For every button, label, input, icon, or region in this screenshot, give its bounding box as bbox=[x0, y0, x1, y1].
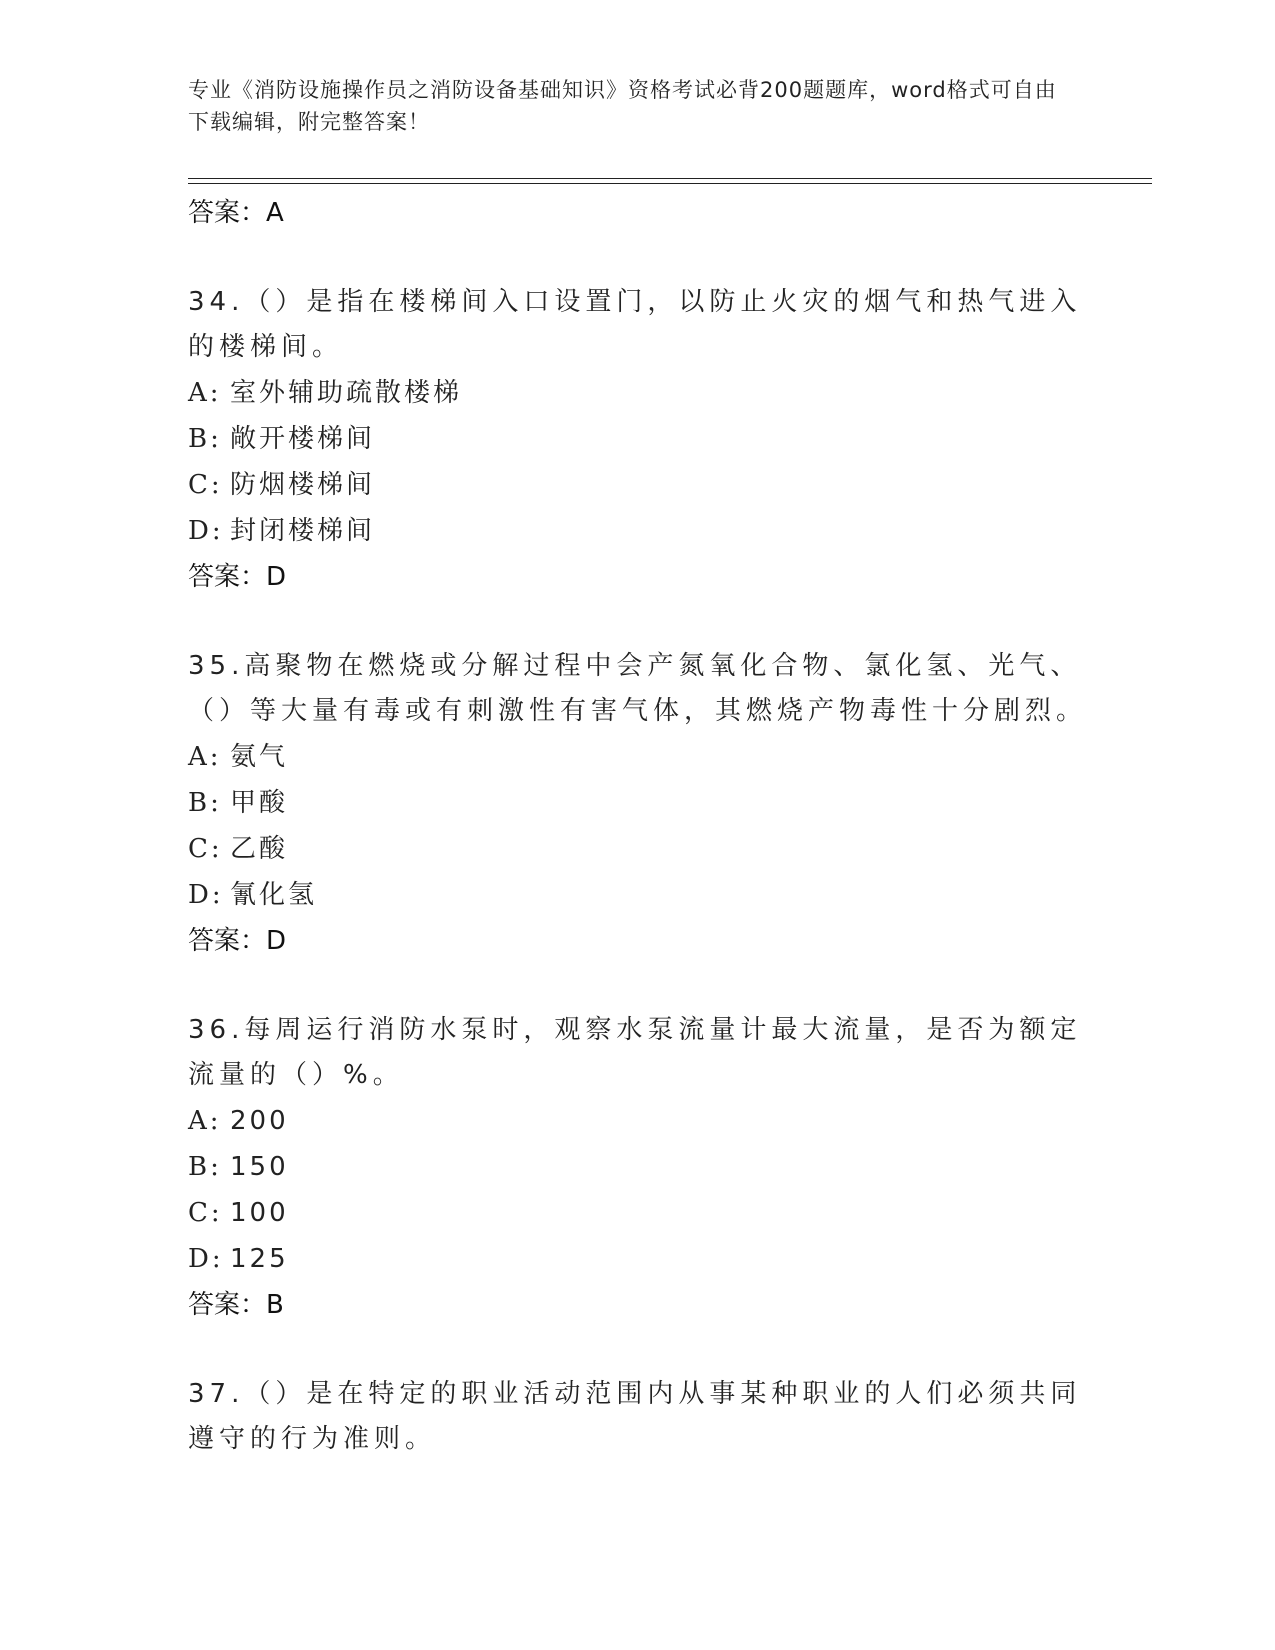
question-answer: 答案：D bbox=[188, 926, 287, 956]
option-text: 200 bbox=[230, 1106, 289, 1136]
question-stem: 34.（）是指在楼梯间入口设置门，以防止火灾的烟气和热气进入的楼梯间。 bbox=[188, 287, 1082, 362]
previous-answer: 答案：A bbox=[188, 198, 284, 228]
option-c bbox=[188, 826, 1088, 872]
option-key: D: bbox=[188, 880, 224, 910]
header-divider-bottom bbox=[188, 183, 1152, 184]
option-a bbox=[188, 370, 1088, 416]
question-36 bbox=[188, 1008, 1088, 1328]
header-divider-top bbox=[188, 178, 1152, 179]
option-text: 氨气 bbox=[230, 742, 289, 772]
option-key: A: bbox=[188, 1106, 222, 1136]
option-d bbox=[188, 508, 1088, 554]
question-stem: 35.高聚物在燃烧或分解过程中会产氮氧化合物、氯化氢、光气、（）等大量有毒或有刺激性有害气体，其燃烧产物毒性十分剧烈。 bbox=[188, 651, 1088, 726]
header-intro-text: 专业《消防设施操作员之消防设备基础知识》资格考试必背200题题库，word格式可自由下载编辑，附完整答案！ bbox=[188, 78, 1057, 134]
option-key: A: bbox=[188, 378, 222, 408]
option-text: 室外辅助疏散楼梯 bbox=[230, 378, 463, 408]
option-key: B: bbox=[188, 1152, 222, 1182]
question-list bbox=[188, 190, 1088, 1462]
option-text: 150 bbox=[230, 1152, 289, 1182]
option-c bbox=[188, 1190, 1088, 1236]
question-answer: 答案：D bbox=[188, 562, 287, 592]
option-a bbox=[188, 734, 1088, 780]
option-text: 氰化氢 bbox=[230, 880, 318, 910]
question-answer: 答案：B bbox=[188, 1290, 284, 1320]
option-text: 甲酸 bbox=[230, 788, 289, 818]
option-b bbox=[188, 780, 1088, 826]
option-key: B: bbox=[188, 424, 222, 454]
option-d bbox=[188, 872, 1088, 918]
document-header bbox=[188, 74, 1068, 138]
option-text: 125 bbox=[230, 1244, 289, 1274]
option-key: C: bbox=[188, 470, 223, 500]
option-text: 乙酸 bbox=[230, 834, 289, 864]
option-key: C: bbox=[188, 834, 223, 864]
option-text: 敞开楼梯间 bbox=[230, 424, 376, 454]
question-34 bbox=[188, 280, 1088, 600]
option-key: D: bbox=[188, 1244, 224, 1274]
option-key: B: bbox=[188, 788, 222, 818]
option-key: D: bbox=[188, 516, 224, 546]
option-b bbox=[188, 416, 1088, 462]
question-35 bbox=[188, 644, 1088, 964]
option-c bbox=[188, 462, 1088, 508]
question-37 bbox=[188, 1372, 1088, 1462]
option-key: A: bbox=[188, 742, 222, 772]
question-stem: 37.（）是在特定的职业活动范围内从事某种职业的人们必须共同遵守的行为准则。 bbox=[188, 1379, 1082, 1454]
option-b bbox=[188, 1144, 1088, 1190]
option-text: 封闭楼梯间 bbox=[230, 516, 376, 546]
option-text: 防烟楼梯间 bbox=[230, 470, 376, 500]
option-a bbox=[188, 1098, 1088, 1144]
question-stem: 36.每周运行消防水泵时，观察水泵流量计最大流量，是否为额定流量的（）%。 bbox=[188, 1015, 1082, 1090]
option-key: C: bbox=[188, 1198, 223, 1228]
option-d bbox=[188, 1236, 1088, 1282]
option-text: 100 bbox=[230, 1198, 289, 1228]
